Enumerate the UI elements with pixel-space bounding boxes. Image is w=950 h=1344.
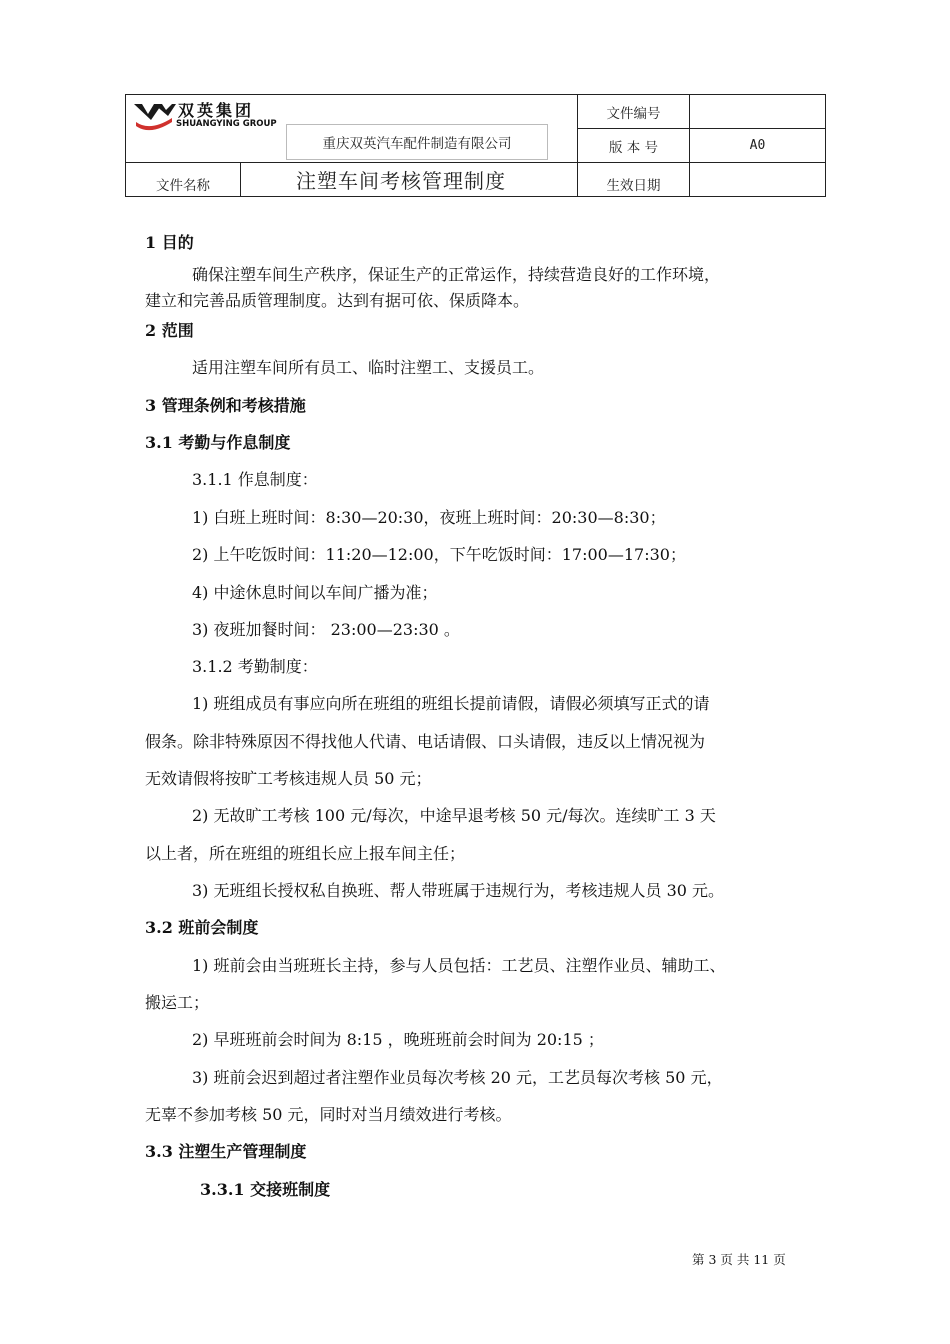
subsection-heading: 3.3 注塑生产管理制度 [145, 1142, 307, 1161]
section-heading: 3 管理条例和考核措施 [145, 396, 306, 415]
page-number: 第 3 页 共 11 页 [692, 1252, 786, 1267]
paragraph-line: 1) 班组成员有事应向所在班组的班组长提前请假，请假必须填写正式的请 [192, 694, 710, 713]
paragraph-line: 建立和完善品质管理制度。达到有据可依、保质降本。 [145, 291, 530, 310]
doc-no-label: 文件编号 [606, 105, 661, 122]
paragraph-line: 3) 无班组长授权私自换班、帮人带班属于违规行为，考核违规人员 30 元。 [192, 881, 725, 900]
subsection-heading: 3.3.1 交接班制度 [200, 1180, 331, 1199]
paragraph-line: 1) 白班上班时间：8:30—20:30，夜班上班时间：20:30—8:30； [192, 508, 666, 527]
effective-date-value [690, 163, 825, 196]
paragraph-line: 3) 班前会迟到超过者注塑作业员每次考核 20 元，工艺员每次考核 50 元， [192, 1068, 723, 1087]
company-name: 重庆双英汽车配件制造有限公司 [286, 124, 548, 160]
paragraph-line: 适用注塑车间所有员工、临时注塑工、支援员工。 [192, 358, 545, 377]
effective-date-label: 生效日期 [606, 177, 661, 194]
paragraph-line: 假条。除非特殊原因不得找他人代请、电话请假、口头请假，违反以上情况视为 [145, 732, 706, 751]
logo-chinese-text: 双英集团 [178, 101, 255, 120]
paragraph-line: 3.1.1 作息制度： [192, 470, 318, 489]
paragraph-line: 4) 中途休息时间以车间广播为准； [192, 583, 438, 602]
paragraph-line: 2) 上午吃饭时间：11:20—12:00，下午吃饭时间：17:00—17:30； [192, 545, 686, 564]
paragraph-line: 确保注塑车间生产秩序，保证生产的正常运作，持续营造良好的工作环境， [192, 265, 721, 284]
subsection-heading: 3.2 班前会制度 [145, 918, 259, 937]
paragraph-line: 无辜不参加考核 50 元，同时对当月绩效进行考核。 [145, 1105, 512, 1124]
paragraph-line: 2) 无故旷工考核 100 元/每次，中途早退考核 50 元/每次。连续旷工 3 天 [192, 806, 716, 825]
document-title: 注塑车间考核管理制度 [296, 169, 506, 193]
paragraph-line: 搬运工； [145, 993, 210, 1012]
paragraph-line: 以上者，所在班组的班组长应上报车间主任； [145, 844, 466, 863]
doc-no-value [690, 95, 825, 128]
paragraph-line: 2) 早班班前会时间为 8:15 ，晚班班前会时间为 20:15 ； [192, 1030, 604, 1049]
document-header-table [125, 94, 826, 197]
doc-name-label: 文件名称 [156, 177, 210, 194]
section-heading: 1 目的 [145, 233, 194, 252]
paragraph-line: 3.1.2 考勤制度： [192, 657, 318, 676]
paragraph-line: 1) 班前会由当班班长主持，参与人员包括：工艺员、注塑作业员、辅助工、 [192, 956, 726, 975]
logo-english-text: SHUANGYING GROUP [176, 119, 277, 129]
paragraph-line: 3) 夜班加餐时间： 23:00—23:30 。 [192, 620, 460, 639]
section-heading: 2 范围 [145, 321, 194, 340]
company-logo [132, 98, 282, 134]
shuangying-logo-icon [132, 98, 176, 134]
version-value: A0 [749, 138, 766, 153]
version-label: 版 本 号 [608, 139, 659, 156]
paragraph-line: 无效请假将按旷工考核违规人员 50 元； [145, 769, 432, 788]
subsection-heading: 3.1 考勤与作息制度 [145, 433, 291, 452]
